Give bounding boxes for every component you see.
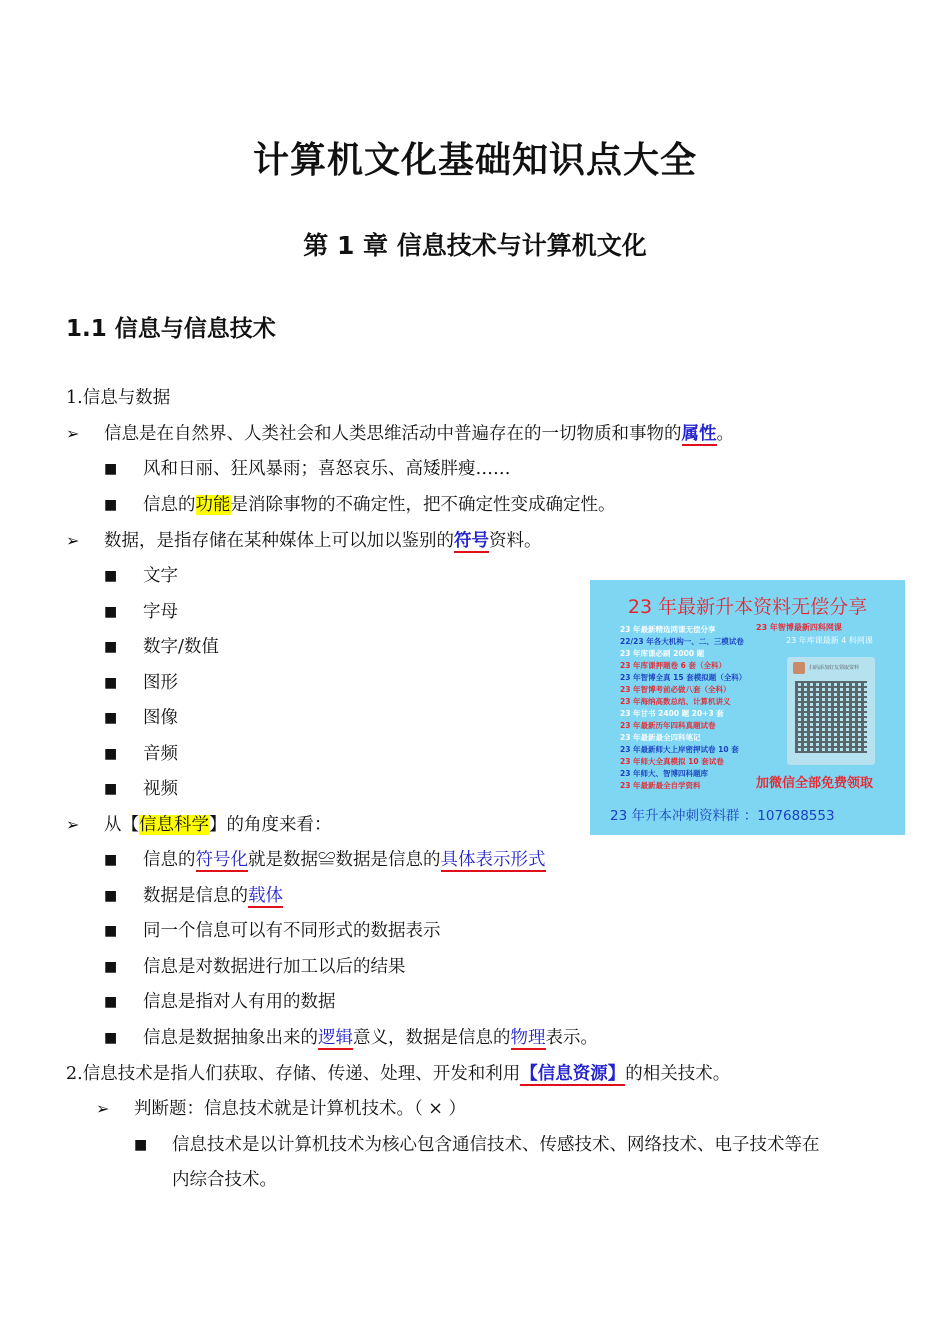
highlight-attribute: 属性 bbox=[681, 424, 717, 444]
square-bullet-icon: ■ bbox=[104, 923, 118, 939]
square-bullet-icon: ■ bbox=[134, 1137, 148, 1153]
promo-item-list bbox=[620, 624, 746, 792]
square-bullet-icon: ■ bbox=[104, 497, 118, 513]
promo-item: 23 年师大全真模拟 10 套试卷 bbox=[620, 757, 724, 766]
sub-bullet-carrier: 数据是信息的载体 bbox=[143, 886, 283, 906]
qr-code-icon bbox=[795, 681, 867, 753]
square-bullet-icon: ■ bbox=[104, 461, 118, 477]
data-type-item: 视频 bbox=[143, 779, 178, 799]
bullet-data-definition: 数据，是指存储在某种媒体上可以加以鉴别的符号资料。 bbox=[104, 531, 542, 551]
sub-bullet-forms: 同一个信息可以有不同形式的数据表示 bbox=[143, 921, 441, 941]
subheading-info-tech: 2.信息技术是指人们获取、存储、传递、处理、开发和利用【信息资源】的相关技术。 bbox=[66, 1064, 731, 1084]
square-bullet-icon: ■ bbox=[104, 959, 118, 975]
subheading-info-data: 1.信息与数据 bbox=[66, 388, 171, 408]
sub-bullet-useful: 信息是指对人有用的数据 bbox=[143, 992, 336, 1012]
square-bullet-icon: ■ bbox=[104, 852, 118, 868]
sub-bullet-processed: 信息是对数据进行加工以后的结果 bbox=[143, 957, 406, 977]
section-heading: 1.1 信息与信息技术 bbox=[66, 316, 276, 342]
sub-bullet-symbolization: 信息的符号化就是数据≌数据是信息的具体表示形式 bbox=[143, 850, 546, 870]
square-bullet-icon: ■ bbox=[104, 639, 118, 655]
arrow-bullet-icon: ➢ bbox=[96, 1099, 110, 1118]
square-bullet-icon: ■ bbox=[104, 746, 118, 762]
square-bullet-icon: ■ bbox=[104, 675, 118, 691]
chapter-heading: 第 1 章 信息技术与计算机文化 bbox=[303, 231, 647, 260]
promo-cta: 加微信全部免费领取 bbox=[756, 776, 874, 791]
promo-item: 23 年最新最全自学资料 bbox=[620, 781, 701, 790]
square-bullet-icon: ■ bbox=[104, 994, 118, 1010]
data-type-item: 数字/数值 bbox=[143, 637, 219, 657]
promo-item: 23 年库课必刷 2000 题 bbox=[620, 649, 705, 658]
arrow-bullet-icon: ➢ bbox=[66, 815, 80, 834]
arrow-bullet-icon: ➢ bbox=[66, 531, 80, 550]
judgement-question: 判断题：信息技术就是计算机技术。（ × ） bbox=[134, 1099, 467, 1119]
highlight-function: 功能 bbox=[195, 495, 231, 515]
judgement-explanation-line1: 信息技术是以计算机技术为核心包含通信技术、传感技术、网络技术、电子技术等在 bbox=[172, 1135, 820, 1155]
bullet-info-science: 从【信息科学】的角度来看： bbox=[104, 815, 332, 835]
sub-bullet-examples: 风和日丽、狂风暴雨；喜怒哀乐、高矮胖瘦…… bbox=[143, 459, 511, 479]
qr-caption: 扫码添加好友领取资料 bbox=[809, 665, 860, 671]
square-bullet-icon: ■ bbox=[104, 568, 118, 584]
promo-item: 23 年甘书 2400 题 20+3 套 bbox=[620, 709, 724, 718]
promo-group: 23 年升本冲刺资料群 ：107688553 bbox=[610, 808, 835, 824]
promo-item: 23 年最新历年四科真题试卷 bbox=[620, 721, 716, 730]
highlight-symbol: 符号 bbox=[454, 531, 489, 551]
promo-right-top: 23 年智博最新四科网课 bbox=[756, 623, 842, 632]
underline-physical: 物理 bbox=[510, 1028, 546, 1048]
promo-item: 23 年智博考前必做八套（全科） bbox=[620, 685, 731, 694]
square-bullet-icon: ■ bbox=[104, 781, 118, 797]
sub-bullet-logic-physical: 信息是数据抽象出来的逻辑意义，数据是信息的物理表示。 bbox=[143, 1028, 598, 1048]
data-type-item: 音频 bbox=[143, 744, 178, 764]
data-type-item: 字母 bbox=[143, 602, 178, 622]
square-bullet-icon: ■ bbox=[104, 1030, 118, 1046]
promo-item: 22/23 年各大机构一、二、三模试卷 bbox=[620, 637, 744, 646]
avatar-icon bbox=[793, 662, 805, 674]
highlight-info-resource: 【信息资源】 bbox=[520, 1064, 626, 1084]
sub-bullet-function: 信息的功能是消除事物的不确定性，把不确定性变成确定性。 bbox=[143, 495, 616, 515]
judgement-explanation-line2: 内综合技术。 bbox=[172, 1170, 277, 1190]
underline-symbolization: 符号化 bbox=[195, 850, 248, 870]
promo-item: 23 年最新师大上岸密押试卷 10 套 bbox=[620, 745, 739, 754]
square-bullet-icon: ■ bbox=[104, 888, 118, 904]
underline-carrier: 载体 bbox=[248, 886, 283, 906]
qr-code-card bbox=[787, 657, 875, 765]
data-type-item: 图形 bbox=[143, 673, 178, 693]
underline-logic: 逻辑 bbox=[318, 1028, 353, 1048]
promo-headline: 23 年最新升本资料无偿分享 bbox=[627, 596, 868, 618]
promo-item: 23 年最新精选网课无偿分享 bbox=[620, 625, 716, 634]
promo-item: 23 年智博全真 15 套模拟题（全科） bbox=[620, 673, 747, 682]
promo-item: 23 年库课押题卷 6 套（全科） bbox=[620, 661, 726, 670]
square-bullet-icon: ■ bbox=[104, 604, 118, 620]
promo-item: 23 年海纳高数总结、计算机讲义 bbox=[620, 697, 731, 706]
arrow-bullet-icon: ➢ bbox=[66, 424, 80, 443]
promo-right-sub: 23 年库课最新 4 科网课 bbox=[786, 636, 873, 645]
promo-banner bbox=[590, 580, 905, 835]
promo-item: 23 年师大、智博四科题库 bbox=[620, 769, 709, 778]
underline-concrete-form: 具体表示形式 bbox=[440, 850, 546, 870]
bullet-info-definition: 信息是在自然界、人类社会和人类思维活动中普遍存在的一切物质和事物的属性。 bbox=[104, 424, 734, 444]
data-type-item: 文字 bbox=[143, 566, 178, 586]
data-type-item: 图像 bbox=[143, 708, 178, 728]
document-title: 计算机文化基础知识点大全 bbox=[252, 140, 697, 181]
highlight-info-science: 信息科学 bbox=[139, 815, 209, 835]
square-bullet-icon: ■ bbox=[104, 710, 118, 726]
promo-item: 23 年最新最全四科笔记 bbox=[620, 733, 701, 742]
